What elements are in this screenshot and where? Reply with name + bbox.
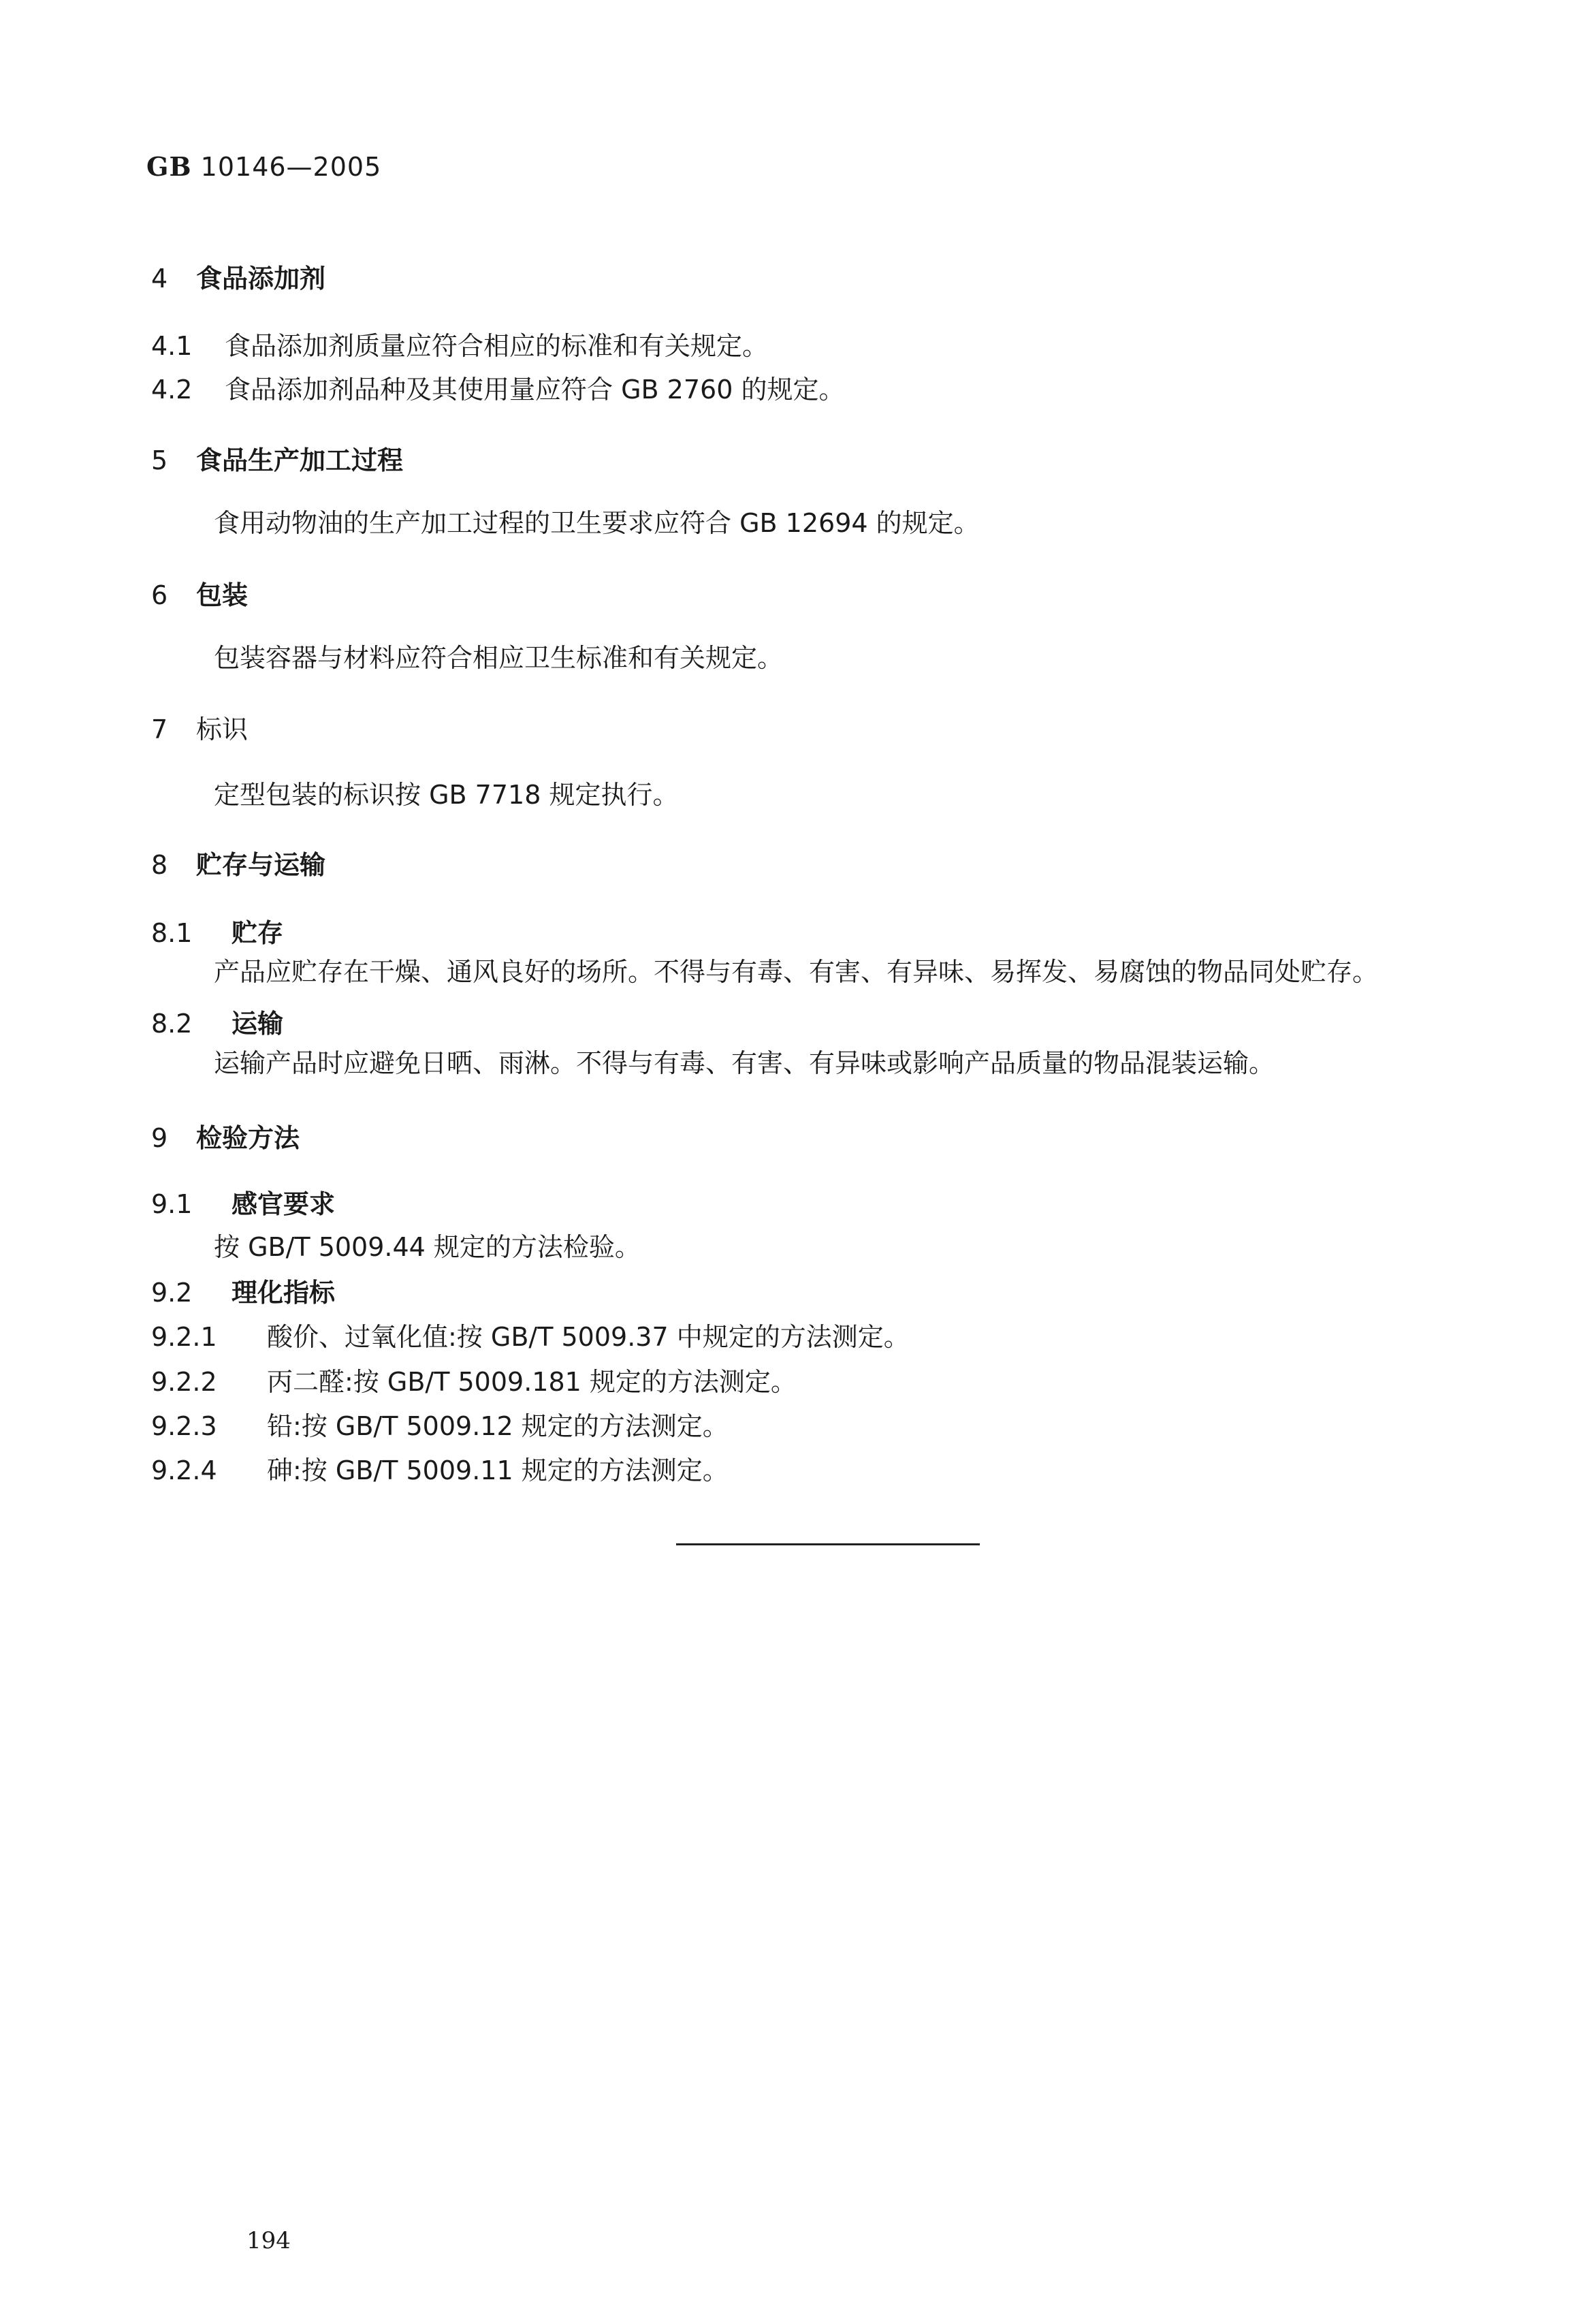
section-6-heading: 6 包装 bbox=[151, 580, 249, 610]
section-7-paragraph: 定型包装的标识按 GB 7718 规定执行。 bbox=[214, 780, 679, 810]
clause-8-2-paragraph: 运输产品时应避免日晒、雨淋。不得与有毒、有害、有异味或影响产品质量的物品混装运输。 bbox=[214, 1048, 1275, 1078]
clause-8-1-heading: 8.1 贮存 bbox=[151, 918, 284, 948]
clause-9-2-1: 9.2.1 酸价、过氧化值:按 GB/T 5009.37 中规定的方法测定。 bbox=[151, 1322, 910, 1352]
standard-header bbox=[146, 151, 381, 182]
clause-9-2-3: 9.2.3 铅:按 GB/T 5009.12 规定的方法测定。 bbox=[151, 1411, 729, 1441]
section-5-heading: 5 食品生产加工过程 bbox=[151, 445, 404, 475]
standard-prefix: GB bbox=[146, 151, 192, 182]
page-number: 194 bbox=[246, 2227, 291, 2254]
section-5-paragraph: 食用动物油的生产加工过程的卫生要求应符合 GB 12694 的规定。 bbox=[214, 508, 980, 538]
section-7-heading: 7 标识 bbox=[151, 714, 249, 744]
clause-9-1-paragraph: 按 GB/T 5009.44 规定的方法检验。 bbox=[214, 1232, 641, 1262]
clause-4-2: 4.2 食品添加剂品种及其使用量应符合 GB 2760 的规定。 bbox=[151, 375, 845, 405]
clause-9-2-heading: 9.2 理化指标 bbox=[151, 1278, 336, 1308]
standard-number: 10146—2005 bbox=[200, 152, 382, 182]
clause-8-1-paragraph: 产品应贮存在干燥、通风良好的场所。不得与有毒、有害、有异味、易挥发、易腐蚀的物品同处贮存。 bbox=[214, 957, 1379, 987]
section-9-heading: 9 检验方法 bbox=[151, 1123, 300, 1153]
clause-4-1: 4.1 食品添加剂质量应符合相应的标准和有关规定。 bbox=[151, 331, 769, 361]
section-6-paragraph: 包装容器与材料应符合相应卫生标准和有关规定。 bbox=[214, 643, 784, 673]
end-rule bbox=[676, 1543, 980, 1545]
clause-9-2-2: 9.2.2 丙二醛:按 GB/T 5009.181 规定的方法测定。 bbox=[151, 1367, 797, 1397]
clause-8-2-heading: 8.2 运输 bbox=[151, 1009, 284, 1039]
section-4-heading: 4 食品添加剂 bbox=[151, 264, 326, 294]
clause-9-2-4: 9.2.4 砷:按 GB/T 5009.11 规定的方法测定。 bbox=[151, 1455, 729, 1485]
clause-9-1-heading: 9.1 感官要求 bbox=[151, 1189, 336, 1219]
section-8-heading: 8 贮存与运输 bbox=[151, 850, 326, 880]
